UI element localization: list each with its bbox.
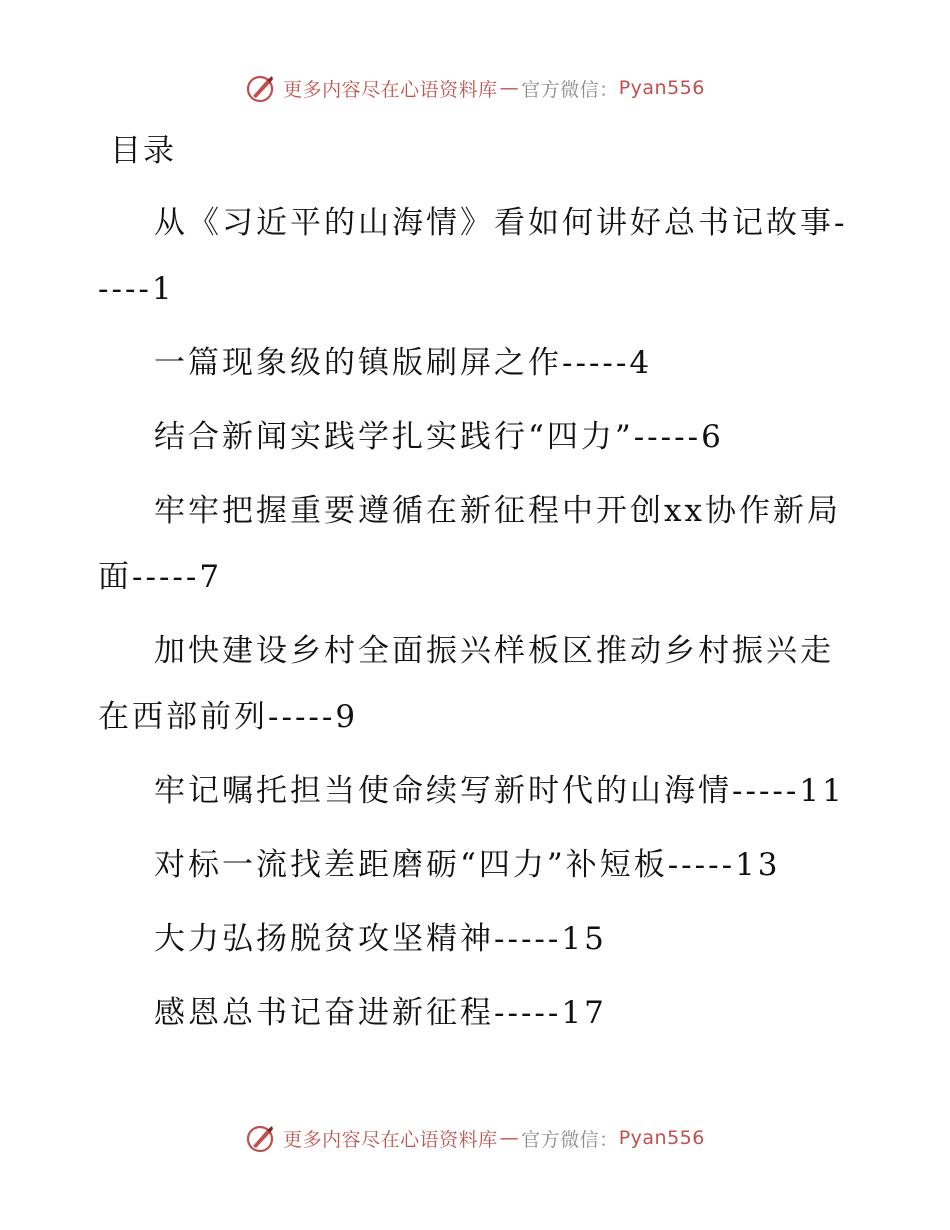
toc-item: 从《习近平的山海情》看如何讲好总书记故事-----1 xyxy=(98,205,848,307)
toc-item: 牢牢把握重要遵循在新征程中开创xx协作新局面-----7 xyxy=(98,493,841,595)
watermark-wechat-id: Pyan556 xyxy=(618,1127,705,1149)
table-of-contents xyxy=(98,190,858,1054)
toc-item: 牢记嘱托担当使命续写新时代的山海情-----11 xyxy=(154,773,845,809)
watermark-wechat-label: 官方微信： xyxy=(521,78,619,101)
watermark-site-text: 更多内容尽在心语资料库 xyxy=(283,1128,498,1151)
watermark-wechat-label: 官方微信： xyxy=(521,1128,619,1151)
pen-quill-logo-icon xyxy=(245,1122,277,1154)
footer-watermark xyxy=(0,1122,950,1154)
toc-item: 结合新闻实践学扎实践行“四力”-----6 xyxy=(154,419,724,455)
header-watermark xyxy=(0,72,950,104)
toc-item: 一篇现象级的镇版刷屏之作-----4 xyxy=(154,345,653,381)
pen-quill-logo-icon xyxy=(245,72,277,104)
watermark-separator: — xyxy=(499,1127,520,1149)
toc-item: 大力弘扬脱贫攻坚精神-----15 xyxy=(154,921,607,957)
watermark-separator: — xyxy=(499,77,520,99)
page-title: 目录 xyxy=(110,133,176,169)
watermark-wechat-id: Pyan556 xyxy=(618,77,705,99)
toc-item: 加快建设乡村全面振兴样板区推动乡村振兴走在西部前列-----9 xyxy=(98,633,834,735)
watermark-site-text: 更多内容尽在心语资料库 xyxy=(283,78,498,101)
toc-item: 感恩总书记奋进新征程-----17 xyxy=(154,995,607,1031)
toc-item: 对标一流找差距磨砺“四力”补短板-----13 xyxy=(154,847,781,883)
